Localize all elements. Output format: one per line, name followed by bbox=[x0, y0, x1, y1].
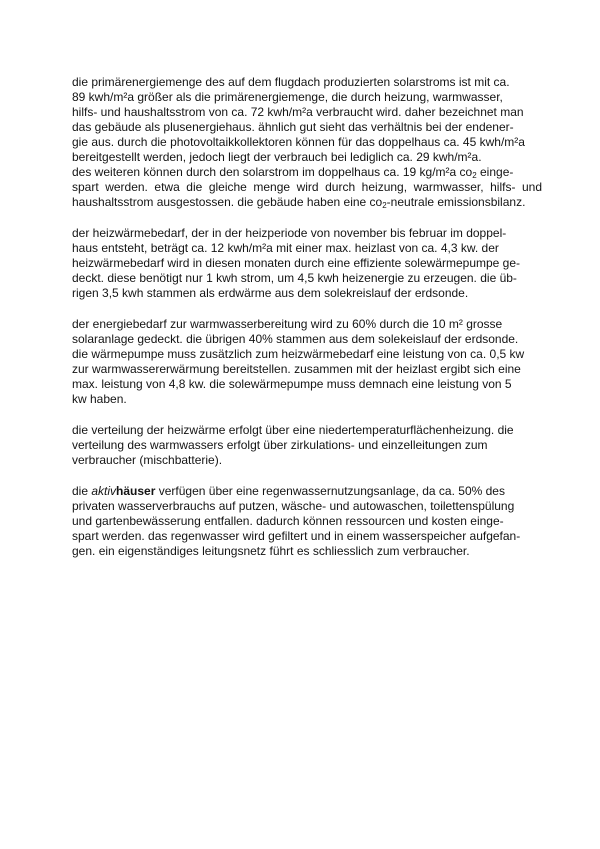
text-line: hilfs- und haushaltsstrom von ca. 72 kwh/m²a verbraucht wird. daher bezeichnet man bbox=[72, 105, 524, 119]
text-line: und gartenbewässerung entfallen. dadurch können ressourcen und kosten einge- bbox=[72, 514, 504, 528]
subscript: 2 bbox=[382, 201, 387, 210]
document-body bbox=[72, 75, 542, 575]
paragraph bbox=[72, 226, 542, 301]
text-line: 89 kwh/m²a größer als die primärenergiemenge, die durch heizung, warmwasser, bbox=[72, 90, 503, 104]
paragraph bbox=[72, 484, 542, 559]
text-run: -neutrale emissionsbilanz. bbox=[386, 195, 526, 209]
text-run: verfügen über eine regenwassernutzungsanlage, da ca. 50% des bbox=[155, 484, 505, 498]
text-run: haushaltsstrom ausgestossen. die gebäude haben eine co bbox=[72, 195, 383, 209]
text-line: gen. ein eigenständiges leitungsnetz führt es schliesslich zum verbraucher. bbox=[72, 544, 470, 558]
text-line: kw haben. bbox=[72, 392, 127, 406]
text-line bbox=[72, 165, 542, 180]
text-line: rigen 3,5 kwh stammen als erdwärme aus dem solekreislauf der erdsonde. bbox=[72, 286, 469, 300]
paragraph bbox=[72, 423, 542, 468]
text-line bbox=[72, 195, 542, 210]
text-line: heizwärmebedarf wird in diesen monaten durch eine effiziente solewärmepumpe ge- bbox=[72, 256, 521, 270]
text-line: der heizwärmebedarf, der in der heizperiode von november bis februar im doppel- bbox=[72, 226, 507, 240]
text-line: die primärenergiemenge des auf dem flugdach produzierten solarstroms ist mit ca. bbox=[72, 75, 510, 89]
italic-text: aktiv bbox=[91, 484, 117, 498]
text-line: verteilung des warmwassers erfolgt über zirkulations- und einzelleitungen zum bbox=[72, 438, 488, 452]
text-line: die wärmepumpe muss zusätzlich zum heizwärmebedarf eine leistung von ca. 0,5 kw bbox=[72, 347, 525, 361]
text-line: der energiebedarf zur warmwasserbereitung wird zu 60% durch die 10 m² grosse bbox=[72, 317, 503, 331]
text-line: solaranlage gedeckt. die übrigen 40% stammen aus dem solekeislauf der erdsonde. bbox=[72, 332, 519, 346]
text-run: die bbox=[72, 484, 92, 498]
text-line: spart werden. das regenwasser wird gefiltert und in einem wasserspeicher aufgefan- bbox=[72, 529, 521, 543]
subscript: 2 bbox=[472, 171, 477, 180]
text-line: deckt. diese benötigt nur 1 kwh strom, um 4,5 kwh heizenergie zu erzeugen. die üb- bbox=[72, 271, 517, 285]
text-line: spart werden. etwa die gleiche menge wird durch heizung, warmwasser, hilfs- und bbox=[72, 180, 542, 194]
bold-text: häuser bbox=[116, 484, 156, 498]
text-line: privaten wasserverbrauchs auf putzen, wäsche- und autowaschen, toilettenspülung bbox=[72, 499, 515, 513]
text-run: einge- bbox=[476, 165, 514, 179]
text-run: des weiteren können durch den solarstrom im doppelhaus ca. 19 kg/m²a co bbox=[72, 165, 473, 179]
text-line: max. leistung von 4,8 kw. die solewärmepumpe muss demnach eine leistung von 5 bbox=[72, 377, 512, 391]
text-line: zur warmwassererwärmung bereitstellen. zusammen mit der heizlast ergibt sich eine bbox=[72, 362, 521, 376]
text-line: das gebäude als plusenergiehaus. ähnlich gut sieht das verhältnis bei der endener- bbox=[72, 120, 514, 134]
text-line: die verteilung der heizwärme erfolgt über eine niedertemperaturflächenheizung. die bbox=[72, 423, 514, 437]
paragraph bbox=[72, 317, 542, 407]
text-line: bereitgestellt werden, jedoch liegt der verbrauch bei lediglich ca. 29 kwh/m²a. bbox=[72, 150, 482, 164]
text-line: gie aus. durch die photovoltaikkollektoren können für das doppelhaus ca. 45 kwh/m²a bbox=[72, 135, 525, 149]
paragraph bbox=[72, 75, 542, 210]
text-line: haus entsteht, beträgt ca. 12 kwh/m²a mit einer max. heizlast von ca. 4,3 kw. der bbox=[72, 241, 499, 255]
text-line bbox=[72, 484, 542, 499]
text-line: verbraucher (mischbatterie). bbox=[72, 453, 223, 467]
